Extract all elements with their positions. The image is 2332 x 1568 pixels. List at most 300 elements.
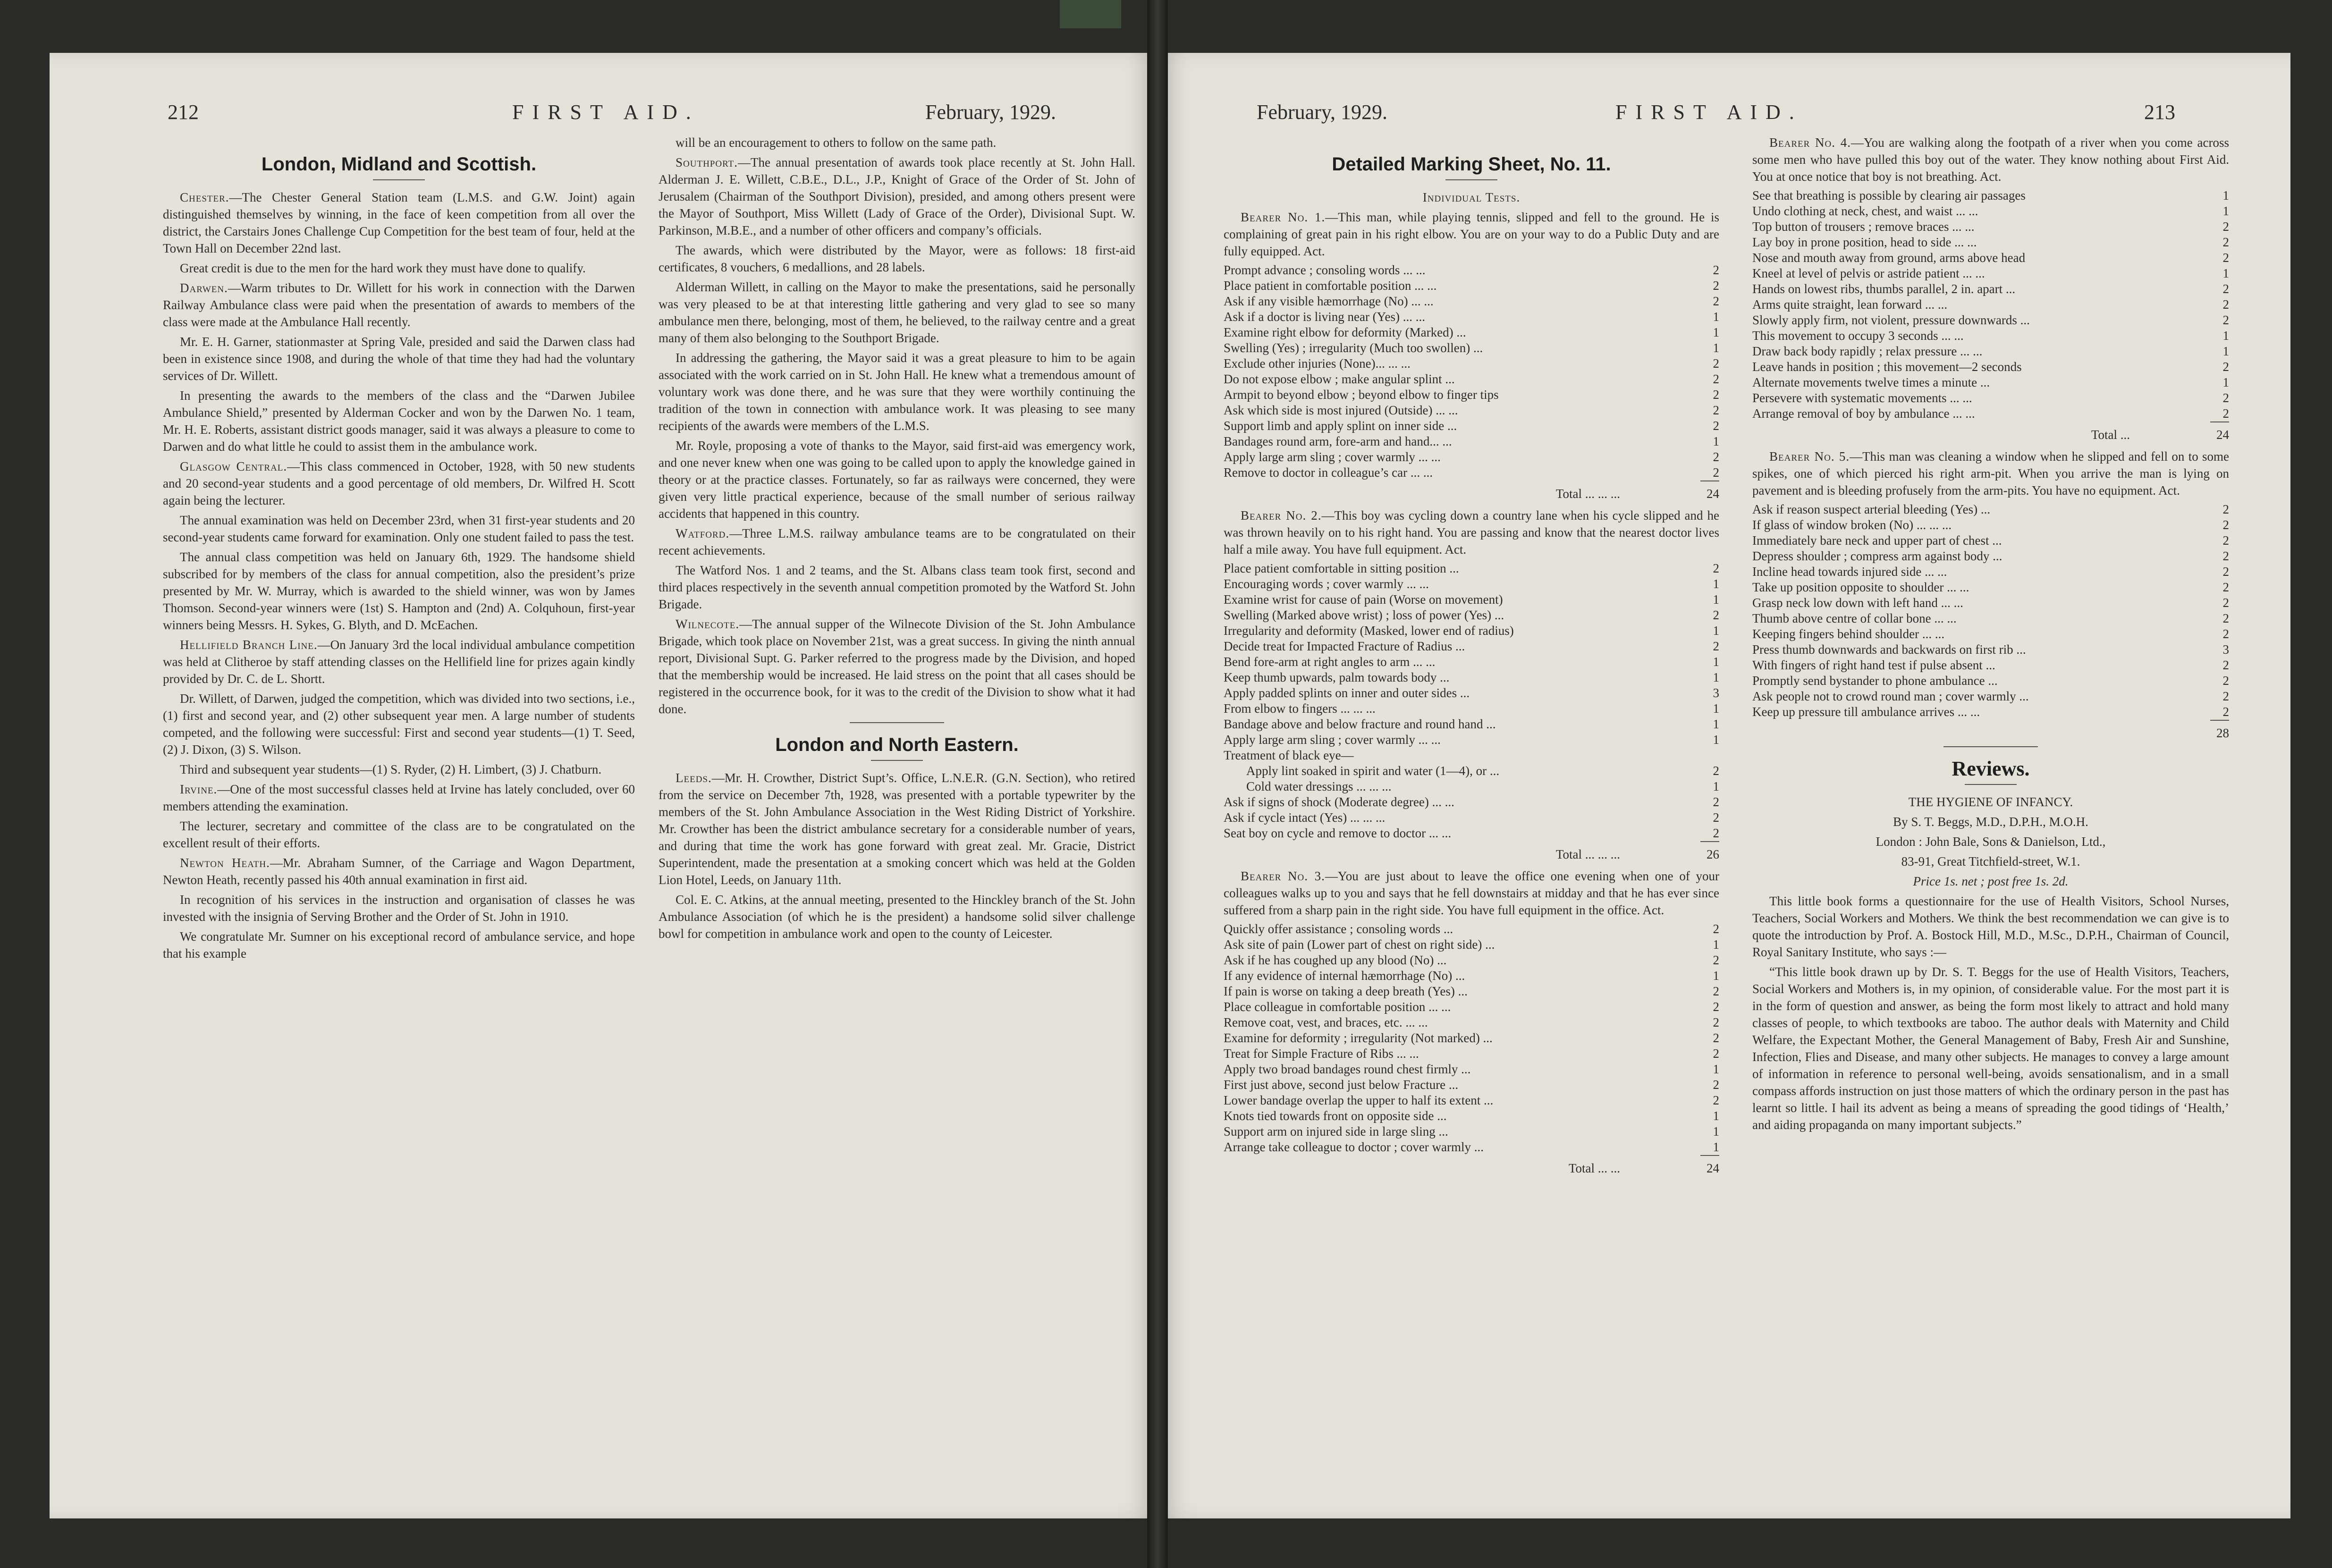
mark-value: 2 (2222, 674, 2229, 688)
mark-value: 2 (1713, 403, 1719, 417)
mark-item: With fingers of right hand test if pulse absent ... (1752, 658, 1995, 672)
mark-value: 1 (1713, 717, 1719, 731)
paragraph-text: Col. E. C. Atkins, at the annual meeting, presented to the Hinckley branch of the St. John Ambulance Association (of which he is the president) a handsome solid silver challenge bowl for competition in ambulance work and open to the county of Leicester. (659, 893, 1135, 941)
mark-item: If glass of window broken (No) ... ... ... (1752, 518, 1952, 532)
total-row (1752, 725, 2229, 742)
mark-value: 2 (2222, 658, 2229, 672)
sum-rule (1700, 841, 1719, 842)
total-row (1224, 1160, 1719, 1177)
mark-item: Lower bandage overlap the upper to half its extent ... (1224, 1093, 1494, 1107)
mark-row (1752, 689, 2229, 704)
mark-row (1224, 779, 1719, 794)
mark-row (1224, 465, 1719, 481)
paragraph-text: —On January 3rd the local individual ambulance competition was held at Clitheroe by staff attending classes on the Hellifield line for prizes again kindly provided by Dr. C. de L. Shortt. (163, 638, 635, 686)
paragraph (1224, 507, 1719, 558)
mark-value: 2 (1713, 922, 1719, 936)
mark-item: Immediately bare neck and upper part of chest ... (1752, 533, 2002, 548)
mark-value: 2 (1713, 561, 1719, 575)
paragraph-text: This little book forms a questionnaire for the use of Health Visitors, School Nurses, Teachers, Social Workers and Mothers. We think the best recommendation we can give is to quote the introduction by Prof. A. Bostock Hill, M.D., M.Sc., D.P.H., Chairman of Council, Royal Sanitary Institute, who says :— (1752, 894, 2229, 959)
mark-item: Incline head towards injured side ... ... (1752, 565, 1947, 579)
mark-value: 1 (1713, 341, 1719, 355)
paragraph-lead: Watford. (676, 526, 730, 540)
mark-row (1224, 984, 1719, 999)
mark-value: 2 (2222, 533, 2229, 548)
mark-value: 2 (2222, 282, 2229, 296)
mark-item: Keeping fingers behind shoulder ... ... (1752, 627, 1945, 641)
mark-row (1752, 673, 2229, 689)
mark-item: Undo clothing at neck, chest, and waist ... ... (1752, 204, 1978, 218)
mark-item: Bandages round arm, fore-arm and hand... ... (1224, 434, 1452, 448)
mark-row (1224, 732, 1719, 748)
mark-value: 1 (2222, 375, 2229, 389)
mark-row (1752, 658, 2229, 673)
mark-item: Slowly apply firm, not violent, pressure downwards ... (1752, 313, 2030, 327)
mark-value: 2 (1713, 639, 1719, 653)
paragraph (659, 769, 1135, 888)
mark-row (1752, 548, 2229, 564)
mark-value: 2 (1713, 388, 1719, 402)
mark-row (1224, 1077, 1719, 1093)
mark-value: 2 (1713, 1000, 1719, 1014)
mark-row (1224, 1139, 1719, 1155)
mark-row (1224, 717, 1719, 732)
mark-item: Seat boy on cycle and remove to doctor ... ... (1224, 826, 1452, 840)
mark-value: 2 (2222, 391, 2229, 405)
paragraph-text: The Watford Nos. 1 and 2 teams, and the St. Albans class team took first, second and third places respectively in the seventh annual competition promoted by the Watford St. John Brigade. (659, 563, 1135, 611)
paragraph (659, 134, 1135, 151)
mark-value: 1 (1713, 1109, 1719, 1123)
mark-row (1752, 564, 2229, 580)
paragraph (163, 548, 635, 633)
total-row (1224, 485, 1719, 502)
paragraph-text: —Warm tributes to Dr. Willett for his work in connection with the Darwen Railway Ambulance class were paid when the presentation of awards to members of the class were made at the Ambulance Hall recently. (163, 281, 635, 329)
paragraph-text: In addressing the gathering, the Mayor said it was a great pleasure to him to be again associated with the work carried on in St. John Hall. He knew what a tremendous amount of voluntary work was done there, and he was sure that they were worthily continuing the tradition of the town in connection with ambulance work. It was pleasing to see many recipients of the awards were members of the L.M.S. (659, 351, 1135, 433)
mark-item: Swelling (Yes) ; irregularity (Much too swollen) ... (1224, 341, 1483, 355)
book-price: Price 1s. net ; post free 1s. 2d. (1913, 874, 2069, 888)
paragraph-lead: Darwen. (180, 281, 228, 295)
mark-item: Persevere with systematic movements ... ... (1752, 391, 1972, 405)
mark-item: Ask if a doctor is living near (Yes) ... ... (1224, 310, 1425, 324)
mark-item: Promptly send bystander to phone ambulance ... (1752, 674, 1998, 688)
mark-value: 2 (1713, 278, 1719, 293)
mark-value: 2 (1713, 608, 1719, 622)
mark-row (1224, 953, 1719, 968)
paragraph-lead: Hellifield Branch Line. (180, 638, 318, 652)
mark-item: Do not expose elbow ; make angular splint ... (1224, 372, 1455, 386)
paragraph-text: In recognition of his services in the instruction and organisation of classes he was invested with the insignia of Serving Brother and the Order of St. John in 1910. (163, 893, 635, 924)
mark-value: 2 (2222, 297, 2229, 312)
mark-row (1224, 623, 1719, 639)
mark-value: 2 (1713, 1031, 1719, 1045)
paragraph (659, 278, 1135, 346)
mark-item: Apply padded splints on inner and outer sides ... (1224, 686, 1470, 700)
left-page (50, 53, 1158, 1518)
paragraph (659, 525, 1135, 559)
mark-item: Keep thumb upwards, palm towards body ... (1224, 670, 1450, 684)
paragraph-text: will be an encouragement to others to follow on the same path. (676, 135, 997, 150)
mark-row (1752, 297, 2229, 312)
paragraph-lead: Wilnecote. (676, 617, 740, 631)
mark-value: 2 (2222, 627, 2229, 641)
sum-rule (2210, 720, 2229, 721)
mark-value: 1 (1713, 624, 1719, 638)
reviews-heading: Reviews. (1952, 757, 2030, 780)
mark-item: Alternate movements twelve times a minute ... (1752, 375, 1990, 389)
total-value: 24 (2216, 428, 2229, 442)
mark-row (1224, 701, 1719, 717)
mark-item: Press thumb downwards and backwards on first rib ... (1752, 642, 2026, 657)
book-publisher: London : John Bale, Sons & Danielson, Ltd., (1876, 835, 2106, 849)
mark-row (1752, 219, 2229, 235)
mark-value: 2 (1713, 826, 1719, 840)
column-left-2 (659, 134, 1135, 945)
mark-value: 1 (1713, 937, 1719, 952)
mark-value: 2 (1713, 984, 1719, 998)
paragraph-text: —You are walking along the footpath of a river when you come across some men who have pulled this boy out of the water. They know nothing about First Aid. You at once notice that boy is not breathing. Act. (1752, 135, 2229, 184)
total-value: 28 (2216, 726, 2229, 740)
paragraph-text: —Mr. Abraham Sumner, of the Carriage and Wagon Department, Newton Heath, recently passed his 40th annual examination in first aid. (163, 856, 635, 887)
page-header (1158, 100, 2290, 128)
mark-value: 2 (2222, 596, 2229, 610)
mark-item: Take up position opposite to shoulder ... ... (1752, 580, 1969, 594)
mark-row (1224, 1108, 1719, 1124)
paragraph (163, 458, 635, 509)
paragraph-lead: Bearer No. 3. (1241, 869, 1325, 883)
total-value: 24 (1707, 487, 1719, 501)
mark-item: Bend fore-arm at right angles to arm ... ... (1224, 655, 1436, 669)
paragraph (659, 891, 1135, 942)
paragraph (163, 279, 635, 330)
ornament-divider (850, 722, 944, 723)
journal-title: FIRST AID. (1615, 101, 1803, 124)
mark-item: Arms quite straight, lean forward ... ... (1752, 297, 1948, 312)
mark-item: Ask if he has coughed up any blood (No) ... (1224, 953, 1447, 967)
mark-item: Arrange removal of boy by ambulance ... ... (1752, 406, 1975, 421)
mark-item: Apply large arm sling ; cover warmly ... ... (1224, 450, 1441, 464)
mark-item: Decide treat for Impacted Fracture of Radius ... (1224, 639, 1465, 653)
mark-row (1752, 188, 2229, 203)
section-heading: London, Midland and Scottish. (261, 154, 537, 175)
mark-row (1752, 517, 2229, 533)
paragraph-lead: Newton Heath. (180, 856, 270, 870)
mark-item: Prompt advance ; consoling words ... ... (1224, 263, 1426, 277)
mark-item: Exclude other injuries (None)... ... ... (1224, 356, 1411, 371)
mark-row (1752, 642, 2229, 658)
mark-item: Encouraging words ; cover warmly ... ... (1224, 577, 1429, 591)
paragraph (163, 818, 635, 851)
paragraph (163, 260, 635, 277)
mark-row (1752, 266, 2229, 281)
mark-row (1224, 685, 1719, 701)
mark-value: 2 (2222, 549, 2229, 563)
mark-item: See that breathing is possible by clearing air passages (1752, 188, 2026, 202)
mark-value: 2 (1713, 419, 1719, 433)
mark-item: Nose and mouth away from ground, arms above head (1752, 251, 2026, 265)
column-left-1 (163, 143, 635, 965)
issue-date: February, 1929. (925, 101, 1056, 124)
paragraph-text: —One of the most successful classes held at Irvine has lately concluded, over 60 members attending the examination. (163, 782, 635, 813)
mark-row (1224, 278, 1719, 294)
mark-row (1752, 533, 2229, 548)
mark-value: 3 (1713, 686, 1719, 700)
mark-item: Cold water dressings ... ... ... (1246, 779, 1392, 793)
bookmark-tab (1060, 0, 1121, 28)
mark-item: If any evidence of internal hæmorrhage (No) ... (1224, 969, 1465, 983)
mark-value: 2 (1713, 263, 1719, 277)
mark-value: 1 (2222, 204, 2229, 218)
page-header (50, 100, 1158, 128)
mark-value: 2 (2222, 518, 2229, 532)
page-number: 213 (2144, 101, 2175, 124)
mark-value: 1 (1713, 779, 1719, 793)
mark-row (1752, 580, 2229, 595)
mark-value: 2 (2222, 219, 2229, 234)
paragraph (659, 437, 1135, 522)
mark-value: 1 (1713, 969, 1719, 983)
mark-value: 2 (1713, 1015, 1719, 1029)
mark-item: Apply large arm sling ; cover warmly ... ... (1224, 733, 1441, 747)
mark-item: Keep up pressure till ambulance arrives ... ... (1752, 705, 1980, 719)
mark-row (1752, 406, 2229, 422)
mark-item: Armpit to beyond elbow ; beyond elbow to finger tips (1224, 388, 1499, 402)
paragraph (163, 928, 635, 962)
mark-item: Irregularity and deformity (Masked, lower end of radius) (1224, 624, 1514, 638)
mark-value: 2 (1713, 1046, 1719, 1061)
mark-row (1224, 921, 1719, 937)
paragraph-lead: Irvine. (180, 782, 218, 796)
mark-row (1224, 607, 1719, 623)
paragraph-text: The awards, which were distributed by the Mayor, were as follows: 18 first-aid certificates, 8 vouchers, 6 medallions, and 28 labels. (659, 243, 1135, 274)
mark-row (1224, 309, 1719, 325)
column-right-1 (1224, 143, 1719, 1181)
mark-item: Hands on lowest ribs, thumbs parallel, 2 in. apart ... (1752, 282, 2016, 296)
mark-item: Place patient comfortable in sitting position ... (1224, 561, 1459, 575)
mark-item: Quickly offer assistance ; consoling words ... (1224, 922, 1453, 936)
mark-item: Examine wrist for cause of pain (Worse on movement) (1224, 592, 1503, 607)
mark-value: 2 (1713, 294, 1719, 308)
mark-value: 1 (1713, 1062, 1719, 1076)
total-value: 24 (1707, 1161, 1719, 1175)
journal-title: FIRST AID. (512, 101, 700, 124)
mark-row (1224, 403, 1719, 418)
paragraph-text: —Mr. H. Crowther, District Supt’s. Office, L.N.E.R. (G.N. Section), who retired from the service on December 7th, 1928, was presented with a portable typewriter by the members of the St. John Ambulance Association in the West Riding District of Yorkshire. Mr. Crowther has been the district ambulance secretary for a considerable number of years, and during that time the work has gone forward with great zeal. Mr. Gracie, District Superintendent, made the presentation at a smoking concert which was held at the Golden Lion Hotel, Leeds, on January 11th. (659, 771, 1135, 887)
mark-item: Ask people not to crowd round man ; cover warmly ... (1752, 689, 2029, 703)
mark-item: This movement to occupy 3 seconds ... ... (1752, 329, 1964, 343)
mark-row (1224, 1046, 1719, 1062)
mark-row (1752, 312, 2229, 328)
mark-row (1224, 937, 1719, 953)
mark-row (1224, 294, 1719, 309)
total-row (1752, 426, 2229, 443)
section-heading: Detailed Marking Sheet, No. 11. (1332, 154, 1611, 175)
issue-date: February, 1929. (1257, 101, 1387, 124)
paragraph-text: —The Chester General Station team (L.M.S. and G.W. Joint) again distinguished themselves by winning, in the face of keen competition from all over the district, the Carstairs Jones Challenge Cup Competition for the best team of four, held at the Town Hall on December 22nd last. (163, 190, 635, 255)
mark-value: 1 (1713, 1140, 1719, 1154)
paragraph-text: Alderman Willett, in calling on the Mayor to make the presentations, said he personally was very pleased to be at that interesting little gathering and very glad to see so many ambulance men there, belonging, most of them, he believed, to the railway centre and a great many of them also belonging to the Southport Brigade. (659, 280, 1135, 345)
paragraph (1224, 209, 1719, 260)
mark-value: 2 (2222, 406, 2229, 421)
paragraph-text: Mr. E. H. Garner, stationmaster at Spring Vale, presided and said the Darwen class had been in existence since 1908, and during the whole of that time they had had the voluntary services of Dr. Willett. (163, 335, 635, 383)
paragraph (659, 242, 1135, 276)
mark-row (1224, 1030, 1719, 1046)
mark-item: Bandage above and below fracture and round hand ... (1224, 717, 1496, 731)
paragraph (163, 781, 635, 815)
mark-item: Thumb above centre of collar bone ... ... (1752, 611, 1957, 625)
mark-value: 1 (1713, 577, 1719, 591)
mark-row (1224, 748, 1719, 763)
mark-row (1224, 794, 1719, 810)
paragraph (659, 349, 1135, 434)
paragraph (659, 615, 1135, 717)
mark-value: 1 (1713, 670, 1719, 684)
paragraph (163, 891, 635, 925)
total-label: Total ... (2091, 428, 2130, 442)
mark-row (1224, 826, 1719, 841)
mark-value: 2 (2222, 235, 2229, 249)
mark-item: Lay boy in prone position, head to side ... ... (1752, 235, 1977, 249)
mark-value: 2 (1713, 465, 1719, 480)
mark-row (1752, 359, 2229, 375)
mark-item: Grasp neck low down with left hand ... ... (1752, 596, 1963, 610)
mark-row (1224, 325, 1719, 340)
mark-value: 2 (1713, 356, 1719, 371)
total-label: Total ... ... (1568, 1161, 1620, 1175)
mark-value: 2 (1713, 1093, 1719, 1107)
paragraph (163, 387, 635, 455)
paragraph (163, 761, 635, 778)
mark-item: Remove coat, vest, and braces, etc. ... ... (1224, 1015, 1428, 1029)
mark-row (1224, 592, 1719, 607)
paragraph-lead: Southport. (676, 155, 738, 169)
mark-row (1752, 595, 2229, 611)
mark-row (1224, 561, 1719, 576)
paragraph-text: Great credit is due to the men for the hard work they must have done to qualify. (180, 261, 586, 275)
paragraph (1752, 134, 2229, 185)
paragraph-text: —This man, while playing tennis, slipped and fell to the ground. He is complaining of great pain in his right elbow. You are on your way to do a Public Duty and are fully equipped. Act. (1224, 210, 1719, 258)
mark-row (1752, 626, 2229, 642)
mark-row (1224, 434, 1719, 449)
mark-row (1224, 449, 1719, 465)
mark-value: 1 (2222, 266, 2229, 280)
total-row (1224, 846, 1719, 863)
mark-value: 2 (2222, 502, 2229, 516)
mark-item: Ask if reason suspect arterial bleeding (Yes) ... (1752, 502, 1991, 516)
paragraph (163, 636, 635, 687)
paragraph (163, 690, 635, 758)
mark-item: From elbow to fingers ... ... ... (1224, 701, 1376, 716)
mark-value: 2 (2222, 313, 2229, 327)
mark-row (1224, 968, 1719, 984)
mark-item: Remove to doctor in colleague’s car ... ... (1224, 465, 1433, 480)
mark-item: Examine right elbow for deformity (Marked) ... (1224, 325, 1466, 339)
mark-item: Support arm on injured side in large sling ... (1224, 1124, 1448, 1138)
paragraph (1752, 448, 2229, 499)
mark-row (1224, 418, 1719, 434)
mark-item: Kneel at level of pelvis or astride patient ... ... (1752, 266, 1985, 280)
mark-row (1752, 235, 2229, 250)
mark-row (1752, 344, 2229, 359)
mark-value: 2 (2222, 611, 2229, 625)
paragraph-lead: Bearer No. 4. (1769, 135, 1851, 150)
paragraph-lead: Bearer No. 1. (1241, 210, 1326, 224)
mark-value: 2 (2222, 689, 2229, 703)
mark-item: Ask if any visible hæmorrhage (No) ... ... (1224, 294, 1434, 308)
mark-row (1224, 371, 1719, 387)
mark-value: 2 (1713, 1078, 1719, 1092)
mark-row (1224, 670, 1719, 685)
ornament-divider (1943, 746, 2038, 747)
mark-value: 1 (1713, 434, 1719, 448)
mark-row (1224, 387, 1719, 403)
mark-row (1752, 203, 2229, 219)
paragraph (1752, 963, 2229, 1133)
section-heading: London and North Eastern. (775, 734, 1019, 755)
book-address: 83-91, Great Titchfield-street, W.1. (1901, 854, 2080, 868)
mark-row (1224, 763, 1719, 779)
paragraph-text: We congratulate Mr. Sumner on his exceptional record of ambulance service, and hope that his example (163, 929, 635, 961)
mark-row (1224, 1093, 1719, 1108)
mark-row (1224, 1124, 1719, 1139)
mark-value: 1 (2222, 344, 2229, 358)
mark-value: 2 (1713, 372, 1719, 386)
mark-item: Apply lint soaked in spirit and water (1—4), or ... (1246, 764, 1500, 778)
mark-item: Apply two broad bandages round chest firmly ... (1224, 1062, 1471, 1076)
mark-item: Examine for deformity ; irregularity (Not marked) ... (1224, 1031, 1493, 1045)
paragraph (163, 333, 635, 384)
mark-row (1752, 375, 2229, 390)
paragraph-text: Third and subsequent year students—(1) S. Ryder, (2) H. Limbert, (3) J. Chatburn. (180, 762, 602, 776)
paragraph-lead: Leeds. (676, 771, 712, 785)
mark-item: Ask site of pain (Lower part of chest on right side) ... (1224, 937, 1495, 952)
paragraph-lead: Bearer No. 5. (1769, 449, 1850, 464)
mark-value: 1 (2222, 188, 2229, 202)
mark-row (1224, 340, 1719, 356)
paragraph (1224, 868, 1719, 919)
mark-row (1752, 250, 2229, 266)
page-number: 212 (168, 101, 199, 124)
mark-value: 1 (1713, 701, 1719, 716)
mark-item: Swelling (Marked above wrist) ; loss of power (Yes) ... (1224, 608, 1504, 622)
mark-item: Ask which side is most injured (Outside) ... ... (1224, 403, 1458, 417)
mark-row (1752, 328, 2229, 344)
mark-value: 3 (2222, 642, 2229, 657)
paragraph-text: The lecturer, secretary and committee of the class are to be congratulated on the excellent result of their efforts. (163, 819, 635, 850)
mark-row (1752, 502, 2229, 517)
paragraph (163, 512, 635, 546)
mark-row (1224, 639, 1719, 654)
mark-item: Top button of trousers ; remove braces ... ... (1752, 219, 1975, 234)
mark-item: First just above, second just below Fracture ... (1224, 1078, 1459, 1092)
mark-item: Depress shoulder ; compress arm against body ... (1752, 549, 2002, 563)
mark-row (1224, 262, 1719, 278)
mark-value: 1 (1713, 655, 1719, 669)
paragraph-text: —Three L.M.S. railway ambulance teams are to be congratulated on their recent achievements. (659, 526, 1135, 557)
total-label: Total ... ... ... (1555, 847, 1620, 861)
mark-value: 2 (1713, 764, 1719, 778)
paragraph (163, 854, 635, 888)
total-label: Total ... ... ... (1555, 487, 1620, 501)
book-spine (1147, 0, 1168, 1568)
paragraph-text: The annual class competition was held on January 6th, 1929. The handsome shield subscribed for by members of the class for annual competition, also the president’s prize presented by Mr. W. Murray, which is awarded to the shield winner, was won by James Thomson. Second-year winners were (1st) S. Hampton and (2nd) A. Colquhoun, first-year winners being Messrs. H. Sykes, G. Blyth, and D. McEachen. (163, 550, 635, 632)
mark-item: Place colleague in comfortable position ... ... (1224, 1000, 1451, 1014)
mark-row (1224, 1062, 1719, 1077)
subheading: Individual Tests. (1422, 190, 1521, 204)
mark-value: 2 (2222, 565, 2229, 579)
paragraph-text: Mr. Royle, proposing a vote of thanks to the Mayor, said first-aid was emergency work, and one never knew when one was going to be called upon to apply the knowledge gained in theory or at the practice classes. Fortunately, so far as railways were concerned, they were given very little practical experience, because of the small number of serious railway accidents that happened in this country. (659, 438, 1135, 521)
mark-value: 1 (1713, 592, 1719, 607)
paragraph-text: —The annual supper of the Wilnecote Division of the St. John Ambulance Brigade, which took place on November 21st, was a great success. In giving the ninth annual report, Divisional Supt. G. Parker referred to the progress made by the Division, and hoped that the membership would be increased. He laid stress on the point that all cases should be registered in the occurrence book, for it was to the credit of the Division to show what it had done. (659, 617, 1135, 716)
mark-value: 2 (1713, 810, 1719, 825)
